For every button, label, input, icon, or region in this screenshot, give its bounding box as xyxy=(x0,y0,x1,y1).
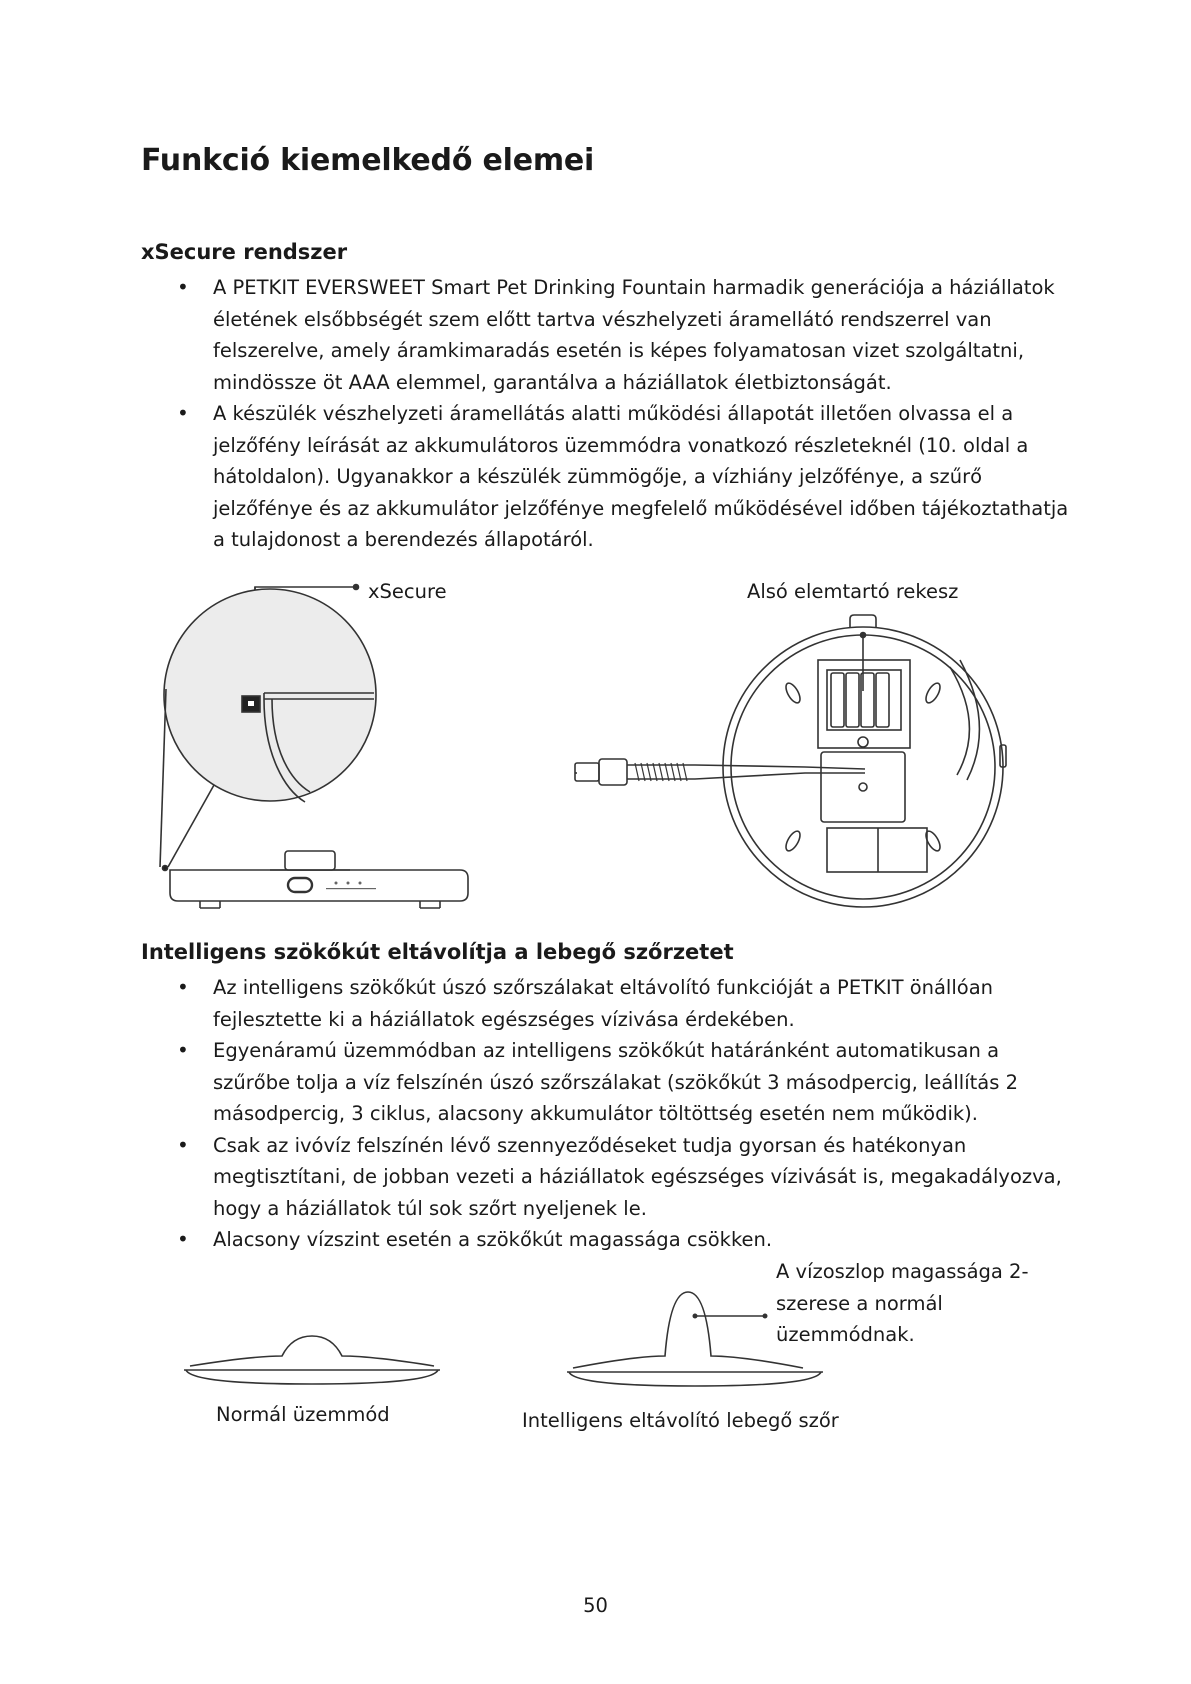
list-item: • Alacsony vízszint esetén a szökőkút magassága csökken. xyxy=(141,1224,1071,1256)
xsecure-side-view-illustration xyxy=(160,575,490,915)
figure-label-normal-mode: Normál üzemmód xyxy=(216,1403,390,1426)
figure-label-battery-compartment: Alsó elemtartó rekesz xyxy=(747,580,959,603)
xsecure-bullet-list xyxy=(141,272,1071,556)
section-heading-xsecure: xSecure rendszer xyxy=(141,240,348,264)
section-heading-fountain: Intelligens szökőkút eltávolítja a lebegő szőrzetet xyxy=(141,940,734,964)
battery-compartment-bottom-view-illustration xyxy=(575,615,1015,915)
list-item: • A PETKIT EVERSWEET Smart Pet Drinking Fountain harmadik generációja a háziállatok életének elsőbbségét szem előtt tartva vészhelyzeti áramellátó rendszerrel van felszerelve, amely áramkimaradás esetén is képes folyamatosan vizet szolgáltatni, mindössze öt AAA elemmel, garantálva a háziállatok életbiztonságát. xyxy=(141,272,1071,398)
normal-mode-illustration xyxy=(182,1330,442,1390)
page-title: Funkció kiemelkedő elemei xyxy=(141,143,595,178)
figure-label-smart-mode: Intelligens eltávolító lebegő szőr xyxy=(522,1409,839,1432)
list-item: • A készülék vészhelyzeti áramellátás alatti működési állapotát illetően olvassa el a jelzőfény leírását az akkumulátoros üzemmódra vonatkozó részleteknél (10. oldal a hátoldalon). Ugyanakkor a készülék zümmögője, a vízhiány jelzőfénye, a szűrő jelzőfénye és az akkumulátor jelzőfénye megfelelő működésével időben tájékoztathatja a tulajdonost a berendezés állapotáról. xyxy=(141,398,1071,556)
figure-label-column-height: A vízoszlop magassága 2-szerese a normál üzemmódnak. xyxy=(776,1260,1029,1346)
page-number: 50 xyxy=(583,1594,608,1617)
list-item: • Csak az ivóvíz felszínén lévő szennyeződéseket tudja gyorsan és hatékonyan megtisztítani, de jobban vezeti a háziállatok egészséges vízivását is, megakadályozva, hogy a háziállatok túl sok szőrt nyeljenek le. xyxy=(141,1130,1071,1225)
list-item: • Egyenáramú üzemmódban az intelligens szökőkút határánként automatikusan a szűrőbe tolja a víz felszínén úszó szőrszálakat (szökőkút 3 másodpercig, leállítás 2 másodpercig, 3 ciklus, alacsony akkumulátor töltöttség esetén nem működik). xyxy=(141,1035,1071,1130)
list-item: • Az intelligens szökőkút úszó szőrszálakat eltávolító funkcióját a PETKIT önállóan fejlesztette ki a háziállatok egészséges vízivása érdekében. xyxy=(141,972,1071,1035)
figure-label-xsecure: xSecure xyxy=(368,580,447,603)
fountain-bullet-list xyxy=(141,972,1071,1256)
